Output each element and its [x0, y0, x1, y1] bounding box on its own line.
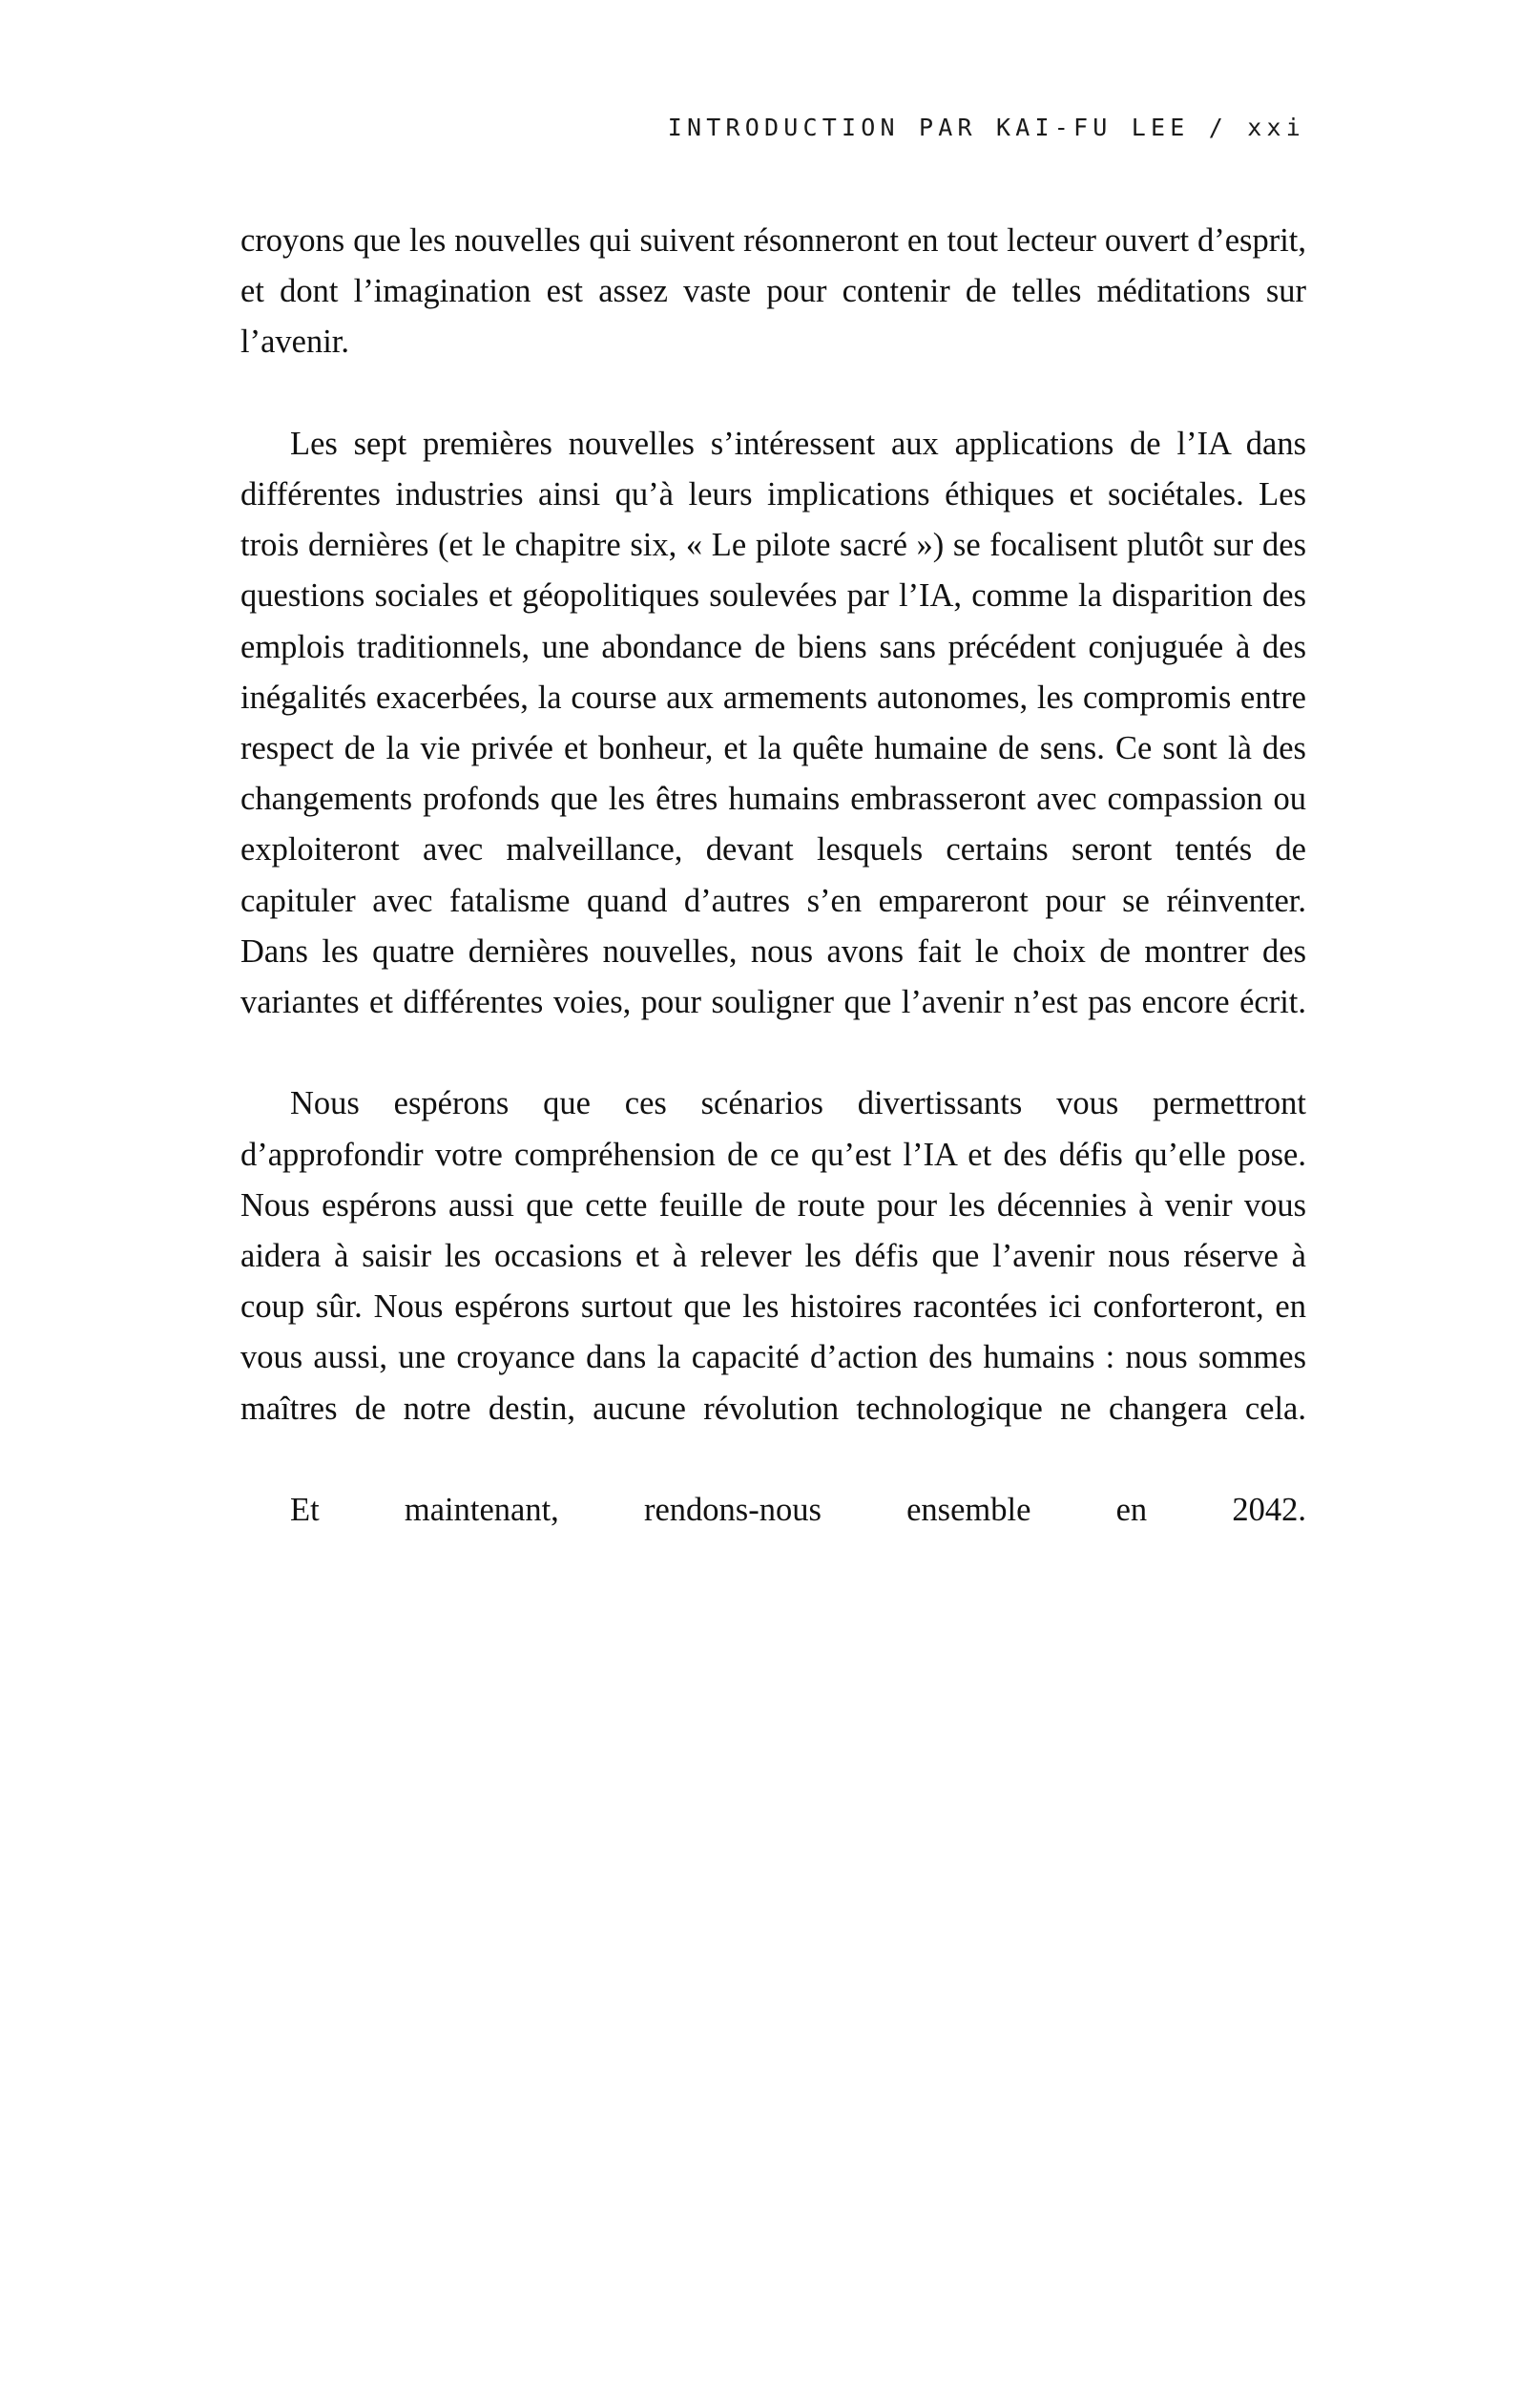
- paragraph: Et maintenant, rendons-nous ensemble en 2042.: [290, 1492, 1306, 1529]
- paragraph: Les sept premières nouvelles s’intéressent aux applications de l’IA dans différentes industries ainsi qu’à leurs implications éthiques et sociétales. Les trois dernières (et le chapitre six, « Le pilote sacré ») se focalisent plutôt sur des questions sociales et géopolitiques soulevées par l’IA, comme la disparition des emplois traditionnels, une abondance de biens sans précédent conjuguée à des inégalités exacerbées, la course aux armements autonomes, les compromis entre respect de la vie privée et bonheur, et la quête humaine de sens. Ce sont là des changements profonds que les êtres humains embrasseront avec compassion ou exploiteront avec malveillance, devant lesquels certains seront tentés de capituler avec fatalisme quand d’autres s’en empareront pour se réinventer. Dans les quatre dernières nouvelles, nous avons fait le choix de montrer des variantes et différentes voies, pour souligner que l’avenir n’est pas encore écrit.: [240, 425, 1306, 1021]
- paragraph: Nous espérons que ces scénarios divertissants vous permettront d’approfondir votre compréhension de ce qu’est l’IA et des défis qu’elle pose. Nous espérons aussi que cette feuille de route pour les décennies à venir vous aidera à saisir les occasions et à relever les défis que l’avenir nous réserve à coup sûr. Nous espérons surtout que les histoires racontées ici conforteront, en vous aussi, une croyance dans la capacité d’action des humains : nous sommes maîtres de notre destin, aucune révolution technologique ne changera cela.: [240, 1085, 1306, 1427]
- running-head: INTRODUCTION PAR KAI-FU LEE / xxi: [667, 114, 1305, 141]
- body-text-block: [240, 216, 1306, 1586]
- paragraph: croyons que les nouvelles qui suivent résonneront en tout lecteur ouvert d’esprit, et dont l’imagination est assez vaste pour contenir de telles méditations sur l’avenir.: [240, 222, 1306, 361]
